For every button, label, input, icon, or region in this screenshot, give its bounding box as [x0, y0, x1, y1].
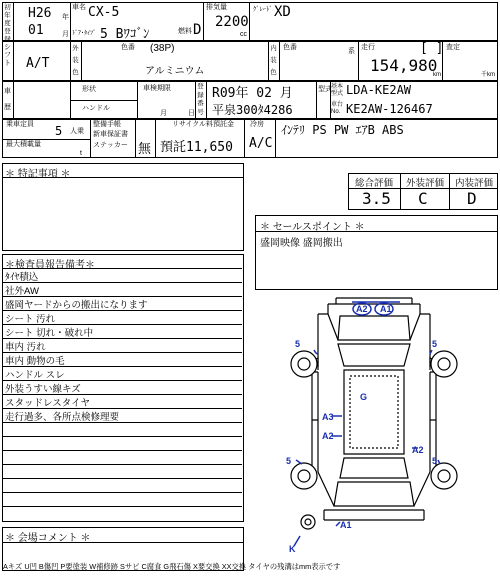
interior-color-suffix: 系: [348, 48, 355, 55]
special-notes-title: ＊ 特記事項 ＊: [5, 169, 71, 180]
mark-k-spare: K: [289, 544, 296, 554]
inspector-note-item: ハンドル スレ: [5, 370, 65, 381]
venue-comment-title: ＊ 会場コメント ＊: [5, 533, 91, 544]
inspector-note-item: 車内 汚れ: [5, 342, 46, 353]
mark-a1-front: A1: [380, 304, 392, 314]
chassis-label: 車台No.: [331, 102, 344, 115]
equipment: ｲﾝﾃﾘ PS PW ｴｱB ABS: [281, 123, 404, 137]
mark-a2-left: A2: [322, 431, 334, 441]
interior-score-label: 内装評価: [455, 178, 494, 189]
door-type-label: ﾄﾞｱ･ﾀｲﾌﾟ: [72, 31, 97, 37]
interior-color-code-label: 色番: [283, 44, 297, 51]
inspector-note-divider: [2, 422, 242, 423]
shift-label: シフト: [4, 44, 11, 67]
shape-label: 形状: [82, 86, 96, 93]
grade: XD: [274, 4, 291, 20]
day-suffix: 日: [188, 110, 195, 117]
exterior-score-label: 外装評価: [406, 178, 445, 189]
mark-tire-rr: 5: [432, 456, 438, 466]
inspector-note-divider: [2, 506, 242, 507]
fuel-label: 燃料: [178, 28, 192, 35]
mark-a3-left: A3: [322, 412, 334, 422]
mileage-unit-km: km: [433, 72, 441, 78]
air-label: 冷房: [250, 121, 264, 128]
base-model: LDA-KE2AW: [346, 83, 412, 97]
selling-points-title: ＊ セールスポイント ＊: [260, 222, 365, 233]
color-code: (38P): [150, 43, 175, 54]
mark-g-roof: G: [360, 392, 368, 402]
inspector-note-item: 走行過多、各所点検修理要: [5, 412, 120, 423]
inspector-note-item: 外装うすい線キズ: [5, 384, 81, 395]
total-score: 3.5: [362, 189, 391, 208]
maint-label: 整備手帳: [93, 121, 121, 128]
interior-score: D: [467, 189, 477, 208]
max-load-unit: t: [80, 150, 82, 157]
mark-tire-rl: 5: [286, 456, 292, 466]
spare-tire: [301, 515, 315, 529]
exterior-color-label: 外装色: [72, 45, 79, 76]
door-type: 5 Bﾜｺﾞﾝ: [100, 27, 150, 42]
sticker-label: ステッカー: [93, 142, 128, 149]
mark-tire-fl: 5: [295, 339, 301, 349]
interior-color-label: 内装色: [270, 45, 277, 76]
inspector-note-item: スタッドレスタイヤ: [5, 398, 91, 409]
inspector-note-item: 社外AW: [5, 286, 39, 297]
month-suffix: 月: [160, 110, 167, 117]
mileage-bracket: [ ]: [420, 41, 444, 56]
inspector-note-divider: [2, 478, 242, 479]
handle-label: ハンドル: [82, 105, 110, 112]
inspector-note-divider: [2, 450, 242, 451]
capacity: 5: [55, 124, 63, 138]
total-score-label: 総合評価: [355, 178, 394, 189]
rear-window-outline: [340, 458, 408, 478]
chassis: KE2AW-126467: [346, 102, 433, 116]
plate: 平泉300ﾀ4286: [212, 103, 293, 117]
inspector-note-item: シート 汚れ: [5, 314, 56, 325]
capacity-label: 乗車定員: [6, 121, 34, 128]
inspector-note-divider: [2, 464, 242, 465]
windshield-outline: [338, 344, 410, 366]
reg-no-label: 登録番号: [197, 83, 204, 116]
front-bumper-outline: [328, 304, 420, 314]
inspector-note-item: ﾀｲﾔ積込: [5, 272, 39, 283]
new-car-label: 新車保証書: [93, 131, 128, 138]
car-name: CX-5: [88, 5, 120, 20]
year-value: H26: [28, 6, 52, 21]
hood-outline: [338, 316, 410, 340]
shift: A/T: [26, 56, 50, 71]
car-damage-diagram: [280, 292, 480, 562]
displacement-label: 排気量: [206, 4, 227, 11]
month-unit: 月: [62, 31, 69, 38]
color-code-label: 色番: [121, 44, 135, 51]
damage-legend: Aキズ U凹 B傷凹 P要塗装 W補修跡 Sサビ C腐食 G飛石傷 X要交換 XX交換 タイヤの残溝はmm表示です: [3, 562, 341, 571]
selling-points-text: 盛岡映像 盛岡搬出: [260, 238, 343, 249]
mileage: 154,980: [370, 56, 438, 75]
roof-outline: [344, 370, 404, 454]
history-label: 車歴: [4, 88, 11, 111]
tailgate-outline: [334, 482, 414, 506]
base-model-label: 基本型式: [331, 84, 344, 97]
assessment-label: 査定: [446, 44, 460, 51]
rear-bumper-outline: [324, 510, 424, 520]
displacement: 2200: [215, 14, 249, 30]
color-name: アルミニウム: [145, 66, 205, 77]
fuel: D: [193, 22, 202, 38]
inspector-note-divider: [2, 492, 242, 493]
year-unit: 年: [62, 14, 69, 21]
inspector-notes-title: ＊検査員報告備考＊: [5, 260, 95, 271]
recycle: 預託11,650: [160, 140, 233, 155]
recycle-label: リサイクル料預託金: [172, 121, 235, 128]
mileage-label: 走行: [361, 44, 375, 51]
first-reg-label: 初年度登録: [4, 4, 11, 43]
model-short-label: 型式: [318, 86, 332, 93]
mark-a1-rear: A1: [340, 520, 352, 530]
capacity-unit: 人乗: [70, 128, 84, 135]
grade-label: ｸﾞﾚｰﾄﾞ: [253, 6, 273, 13]
inspector-note-item: 盛岡ヤードからの搬出になります: [5, 300, 148, 311]
inspector-note-item: シート 切れ・破れ中: [5, 328, 94, 339]
inspection-value: R09年 02 月: [212, 86, 293, 101]
mileage-unit-thousand: 千km: [481, 72, 495, 78]
cc-unit: cc: [240, 31, 247, 38]
car-name-label: 車名: [72, 4, 86, 11]
sticker-value: 無: [138, 141, 152, 156]
mark-a2-right: A2: [412, 445, 424, 455]
air: A/C: [249, 136, 273, 151]
mark-a2-front: A2: [356, 304, 368, 314]
inspector-note-divider: [2, 436, 242, 437]
max-load-label: 最大積載量: [6, 141, 41, 148]
mark-tire-fr: 5: [432, 339, 438, 349]
month-value: 01: [28, 23, 44, 38]
inspector-note-item: 車内 動物の毛: [5, 356, 65, 367]
exterior-score: C: [418, 189, 428, 208]
inspection-label: 車検期限: [143, 85, 171, 92]
